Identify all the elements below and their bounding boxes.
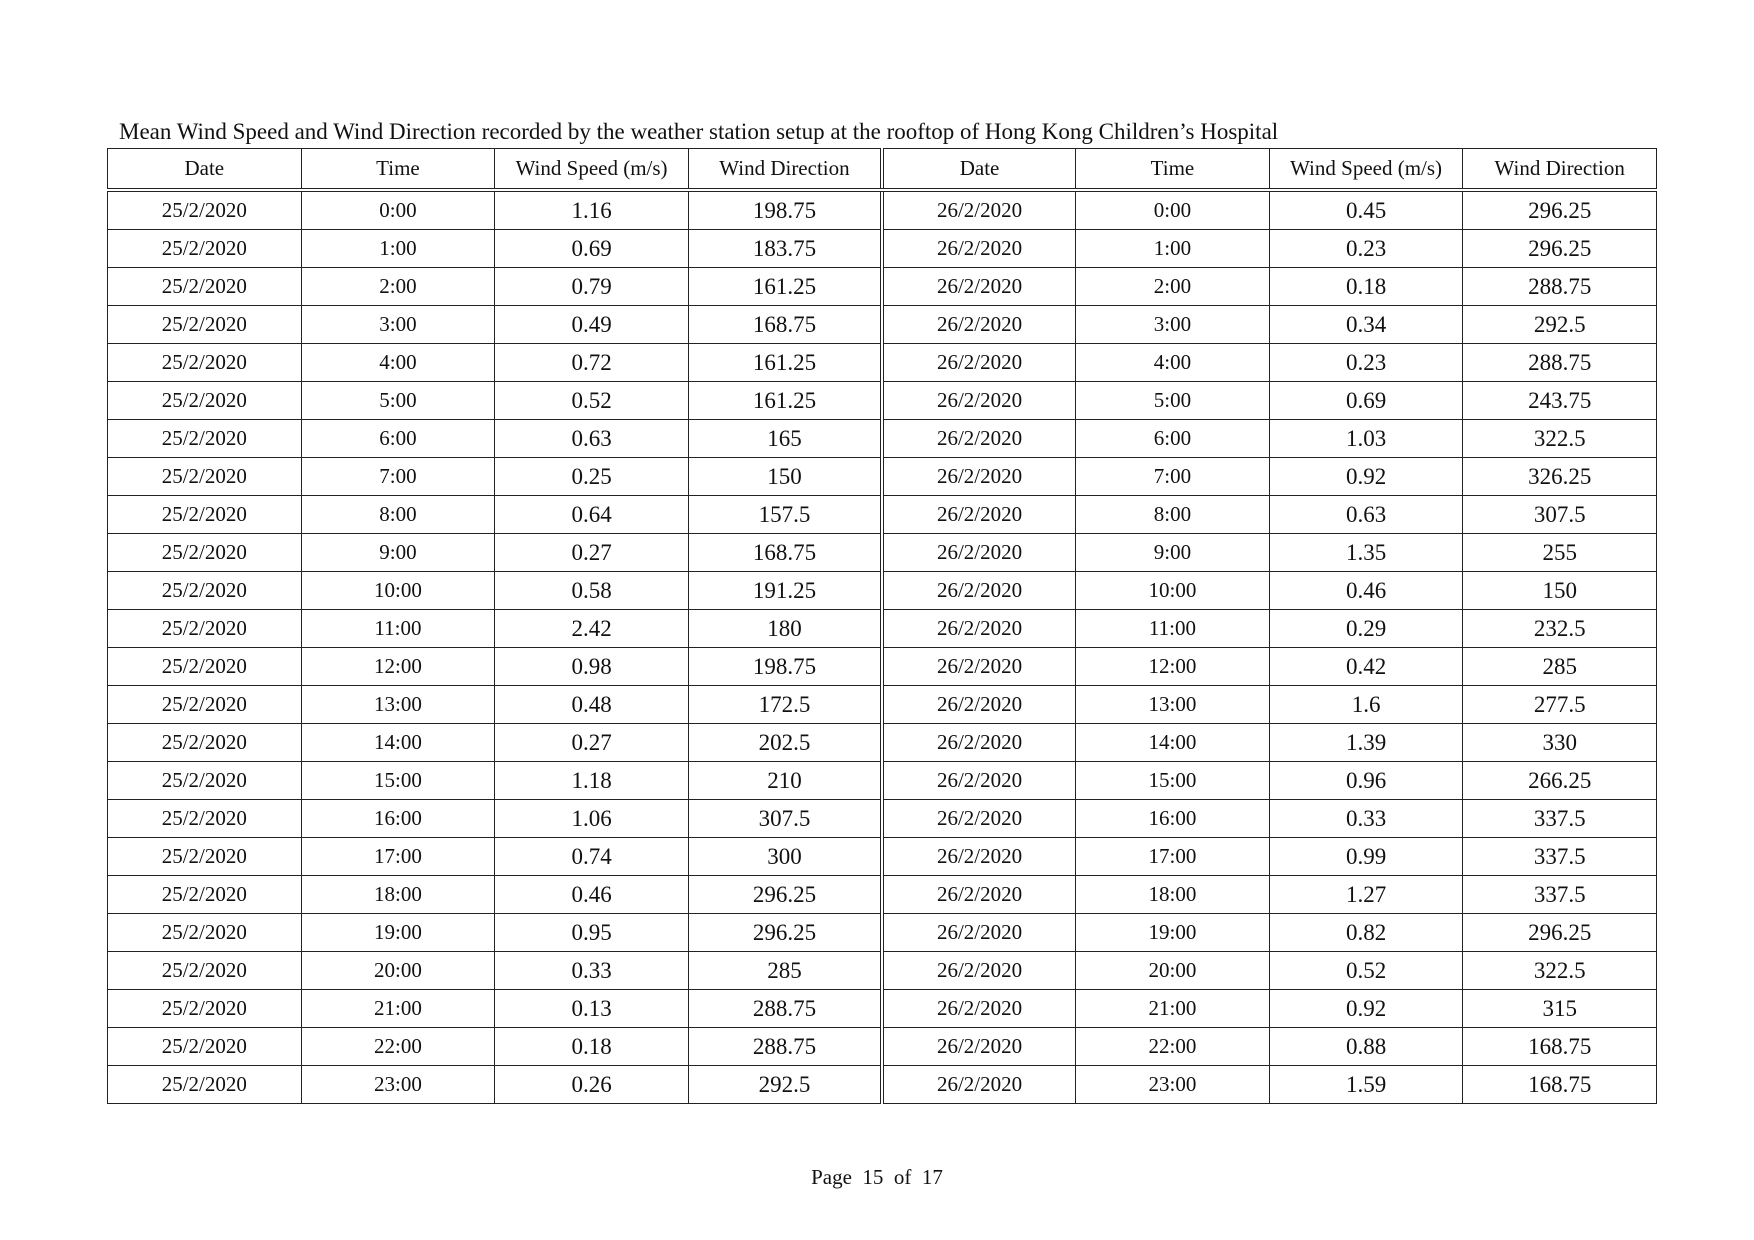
wind-speed-cell: 0.74 [495, 838, 689, 876]
date-cell: 25/2/2020 [108, 610, 302, 648]
wind-direction-cell: 296.25 [1463, 914, 1657, 952]
time-cell: 18:00 [1076, 876, 1270, 914]
time-cell: 12:00 [301, 648, 495, 686]
wind-direction-header: Wind Direction [688, 149, 882, 191]
wind-speed-cell: 0.52 [1269, 952, 1463, 990]
time-header: Time [1076, 149, 1270, 191]
table-row [108, 724, 1657, 762]
date-cell: 25/2/2020 [108, 686, 302, 724]
wind-direction-cell: 210 [688, 762, 882, 800]
table-row [108, 268, 1657, 306]
time-cell: 1:00 [1076, 230, 1270, 268]
wind-direction-cell: 168.75 [688, 306, 882, 344]
wind-speed-cell: 0.58 [495, 572, 689, 610]
wind-direction-cell: 337.5 [1463, 800, 1657, 838]
table-row [108, 344, 1657, 382]
time-cell: 16:00 [1076, 800, 1270, 838]
date-cell: 25/2/2020 [108, 952, 302, 990]
wind-direction-cell: 292.5 [1463, 306, 1657, 344]
time-cell: 18:00 [301, 876, 495, 914]
date-cell: 26/2/2020 [882, 952, 1076, 990]
date-cell: 25/2/2020 [108, 876, 302, 914]
time-cell: 7:00 [1076, 458, 1270, 496]
date-cell: 25/2/2020 [108, 572, 302, 610]
wind-speed-cell: 0.48 [495, 686, 689, 724]
wind-speed-cell: 0.26 [495, 1066, 689, 1104]
table-body [108, 190, 1657, 1104]
wind-speed-cell: 1.16 [495, 190, 689, 230]
wind-speed-cell: 0.45 [1269, 190, 1463, 230]
date-cell: 26/2/2020 [882, 610, 1076, 648]
time-cell: 14:00 [301, 724, 495, 762]
date-cell: 25/2/2020 [108, 190, 302, 230]
time-header: Time [301, 149, 495, 191]
table-row [108, 230, 1657, 268]
wind-direction-cell: 300 [688, 838, 882, 876]
wind-speed-cell: 0.63 [495, 420, 689, 458]
wind-direction-cell: 232.5 [1463, 610, 1657, 648]
date-cell: 25/2/2020 [108, 420, 302, 458]
wind-direction-cell: 157.5 [688, 496, 882, 534]
date-cell: 26/2/2020 [882, 876, 1076, 914]
date-cell: 26/2/2020 [882, 190, 1076, 230]
wind-speed-cell: 0.46 [1269, 572, 1463, 610]
date-cell: 26/2/2020 [882, 648, 1076, 686]
table-row [108, 572, 1657, 610]
date-cell: 26/2/2020 [882, 458, 1076, 496]
wind-direction-cell: 288.75 [688, 1028, 882, 1066]
wind-speed-cell: 0.33 [1269, 800, 1463, 838]
wind-direction-cell: 266.25 [1463, 762, 1657, 800]
date-cell: 25/2/2020 [108, 762, 302, 800]
wind-direction-cell: 191.25 [688, 572, 882, 610]
date-cell: 25/2/2020 [108, 534, 302, 572]
wind-direction-cell: 277.5 [1463, 686, 1657, 724]
date-header: Date [108, 149, 302, 191]
date-cell: 26/2/2020 [882, 496, 1076, 534]
wind-direction-cell: 183.75 [688, 230, 882, 268]
date-cell: 25/2/2020 [108, 914, 302, 952]
time-cell: 11:00 [1076, 610, 1270, 648]
wind-direction-cell: 330 [1463, 724, 1657, 762]
time-cell: 0:00 [1076, 190, 1270, 230]
table-row [108, 382, 1657, 420]
wind-speed-cell: 0.34 [1269, 306, 1463, 344]
date-cell: 25/2/2020 [108, 724, 302, 762]
date-cell: 26/2/2020 [882, 306, 1076, 344]
wind-direction-cell: 337.5 [1463, 876, 1657, 914]
wind-direction-cell: 285 [1463, 648, 1657, 686]
time-cell: 5:00 [301, 382, 495, 420]
date-cell: 25/2/2020 [108, 838, 302, 876]
wind-data-table [107, 148, 1657, 1104]
wind-speed-cell: 0.72 [495, 344, 689, 382]
wind-speed-cell: 0.27 [495, 724, 689, 762]
table-caption: Mean Wind Speed and Wind Direction recorded by the weather station setup at the rooftop of Hong Kong Children’s Hospital [119, 119, 1279, 144]
wind-speed-cell: 0.99 [1269, 838, 1463, 876]
date-cell: 26/2/2020 [882, 534, 1076, 572]
wind-speed-cell: 0.52 [495, 382, 689, 420]
date-cell: 25/2/2020 [108, 230, 302, 268]
wind-direction-cell: 150 [688, 458, 882, 496]
wind-speed-cell: 1.35 [1269, 534, 1463, 572]
wind-direction-cell: 322.5 [1463, 420, 1657, 458]
wind-direction-cell: 288.75 [1463, 268, 1657, 306]
wind-speed-cell: 0.18 [495, 1028, 689, 1066]
time-cell: 20:00 [1076, 952, 1270, 990]
date-cell: 26/2/2020 [882, 724, 1076, 762]
wind-speed-cell: 0.27 [495, 534, 689, 572]
wind-speed-cell: 0.79 [495, 268, 689, 306]
time-cell: 22:00 [1076, 1028, 1270, 1066]
wind-speed-cell: 0.92 [1269, 990, 1463, 1028]
wind-direction-cell: 165 [688, 420, 882, 458]
time-cell: 14:00 [1076, 724, 1270, 762]
wind-direction-cell: 307.5 [688, 800, 882, 838]
wind-speed-cell: 0.69 [1269, 382, 1463, 420]
wind-speed-cell: 0.64 [495, 496, 689, 534]
wind-speed-cell: 0.49 [495, 306, 689, 344]
wind-speed-cell: 1.6 [1269, 686, 1463, 724]
header-row [108, 149, 1657, 191]
date-cell: 26/2/2020 [882, 838, 1076, 876]
wind-speed-cell: 0.25 [495, 458, 689, 496]
time-cell: 4:00 [1076, 344, 1270, 382]
wind-speed-cell: 0.69 [495, 230, 689, 268]
wind-speed-header: Wind Speed (m/s) [1269, 149, 1463, 191]
table-row [108, 458, 1657, 496]
wind-speed-cell: 0.23 [1269, 230, 1463, 268]
time-cell: 4:00 [301, 344, 495, 382]
table-row [108, 534, 1657, 572]
time-cell: 23:00 [1076, 1066, 1270, 1104]
wind-direction-cell: 296.25 [688, 876, 882, 914]
time-cell: 19:00 [301, 914, 495, 952]
date-cell: 26/2/2020 [882, 1066, 1076, 1104]
time-cell: 12:00 [1076, 648, 1270, 686]
time-cell: 20:00 [301, 952, 495, 990]
date-cell: 25/2/2020 [108, 648, 302, 686]
time-cell: 2:00 [1076, 268, 1270, 306]
wind-speed-cell: 1.39 [1269, 724, 1463, 762]
wind-speed-cell: 0.95 [495, 914, 689, 952]
table-row [108, 1066, 1657, 1104]
time-cell: 23:00 [301, 1066, 495, 1104]
wind-direction-cell: 168.75 [1463, 1028, 1657, 1066]
wind-speed-cell: 0.46 [495, 876, 689, 914]
wind-direction-cell: 172.5 [688, 686, 882, 724]
date-cell: 25/2/2020 [108, 344, 302, 382]
table-row [108, 990, 1657, 1028]
time-cell: 7:00 [301, 458, 495, 496]
wind-speed-header: Wind Speed (m/s) [495, 149, 689, 191]
time-cell: 15:00 [1076, 762, 1270, 800]
date-cell: 25/2/2020 [108, 268, 302, 306]
wind-direction-cell: 326.25 [1463, 458, 1657, 496]
wind-speed-cell: 1.27 [1269, 876, 1463, 914]
time-cell: 10:00 [301, 572, 495, 610]
time-cell: 21:00 [301, 990, 495, 1028]
date-cell: 25/2/2020 [108, 458, 302, 496]
time-cell: 15:00 [301, 762, 495, 800]
date-cell: 26/2/2020 [882, 382, 1076, 420]
date-cell: 25/2/2020 [108, 306, 302, 344]
date-cell: 26/2/2020 [882, 268, 1076, 306]
wind-speed-cell: 0.88 [1269, 1028, 1463, 1066]
wind-speed-cell: 0.13 [495, 990, 689, 1028]
date-cell: 25/2/2020 [108, 1028, 302, 1066]
wind-direction-cell: 337.5 [1463, 838, 1657, 876]
wind-direction-cell: 292.5 [688, 1066, 882, 1104]
time-cell: 13:00 [301, 686, 495, 724]
wind-speed-cell: 1.03 [1269, 420, 1463, 458]
time-cell: 2:00 [301, 268, 495, 306]
page-number: Page 15 of 17 [811, 1165, 943, 1189]
wind-speed-cell: 0.18 [1269, 268, 1463, 306]
date-cell: 25/2/2020 [108, 496, 302, 534]
table-row [108, 686, 1657, 724]
wind-direction-cell: 161.25 [688, 268, 882, 306]
wind-direction-cell: 150 [1463, 572, 1657, 610]
time-cell: 0:00 [301, 190, 495, 230]
wind-speed-cell: 0.23 [1269, 344, 1463, 382]
date-cell: 26/2/2020 [882, 686, 1076, 724]
date-cell: 26/2/2020 [882, 762, 1076, 800]
time-cell: 11:00 [301, 610, 495, 648]
wind-speed-cell: 2.42 [495, 610, 689, 648]
wind-speed-cell: 0.98 [495, 648, 689, 686]
table-row [108, 610, 1657, 648]
table-row [108, 648, 1657, 686]
wind-speed-cell: 1.06 [495, 800, 689, 838]
date-cell: 25/2/2020 [108, 990, 302, 1028]
time-cell: 1:00 [301, 230, 495, 268]
wind-direction-cell: 161.25 [688, 344, 882, 382]
date-cell: 25/2/2020 [108, 1066, 302, 1104]
time-cell: 9:00 [1076, 534, 1270, 572]
wind-speed-cell: 0.92 [1269, 458, 1463, 496]
wind-speed-cell: 1.18 [495, 762, 689, 800]
time-cell: 19:00 [1076, 914, 1270, 952]
date-cell: 25/2/2020 [108, 382, 302, 420]
wind-direction-cell: 168.75 [688, 534, 882, 572]
table-row [108, 496, 1657, 534]
wind-direction-cell: 161.25 [688, 382, 882, 420]
date-header: Date [882, 149, 1076, 191]
time-cell: 3:00 [1076, 306, 1270, 344]
time-cell: 6:00 [1076, 420, 1270, 458]
date-cell: 26/2/2020 [882, 1028, 1076, 1066]
time-cell: 10:00 [1076, 572, 1270, 610]
time-cell: 16:00 [301, 800, 495, 838]
time-cell: 17:00 [1076, 838, 1270, 876]
time-cell: 17:00 [301, 838, 495, 876]
time-cell: 8:00 [1076, 496, 1270, 534]
wind-direction-cell: 307.5 [1463, 496, 1657, 534]
time-cell: 9:00 [301, 534, 495, 572]
time-cell: 5:00 [1076, 382, 1270, 420]
table-row [108, 838, 1657, 876]
table-row [108, 762, 1657, 800]
wind-direction-cell: 198.75 [688, 648, 882, 686]
date-cell: 26/2/2020 [882, 230, 1076, 268]
table-header [108, 149, 1657, 191]
time-cell: 21:00 [1076, 990, 1270, 1028]
wind-speed-cell: 0.96 [1269, 762, 1463, 800]
table-row [108, 914, 1657, 952]
date-cell: 26/2/2020 [882, 420, 1076, 458]
time-cell: 6:00 [301, 420, 495, 458]
table-row [108, 1028, 1657, 1066]
table-row [108, 876, 1657, 914]
wind-direction-cell: 202.5 [688, 724, 882, 762]
table-row [108, 800, 1657, 838]
table-row [108, 190, 1657, 230]
table-row [108, 952, 1657, 990]
wind-direction-cell: 288.75 [1463, 344, 1657, 382]
wind-speed-cell: 0.63 [1269, 496, 1463, 534]
wind-direction-cell: 315 [1463, 990, 1657, 1028]
wind-speed-cell: 0.33 [495, 952, 689, 990]
date-cell: 26/2/2020 [882, 990, 1076, 1028]
date-cell: 26/2/2020 [882, 344, 1076, 382]
wind-direction-cell: 198.75 [688, 190, 882, 230]
time-cell: 13:00 [1076, 686, 1270, 724]
date-cell: 26/2/2020 [882, 914, 1076, 952]
wind-direction-cell: 255 [1463, 534, 1657, 572]
wind-speed-cell: 0.42 [1269, 648, 1463, 686]
wind-direction-cell: 168.75 [1463, 1066, 1657, 1104]
table-row [108, 420, 1657, 458]
wind-direction-header: Wind Direction [1463, 149, 1657, 191]
wind-speed-cell: 1.59 [1269, 1066, 1463, 1104]
date-cell: 26/2/2020 [882, 800, 1076, 838]
wind-speed-cell: 0.29 [1269, 610, 1463, 648]
wind-direction-cell: 296.25 [1463, 190, 1657, 230]
date-cell: 26/2/2020 [882, 572, 1076, 610]
date-cell: 25/2/2020 [108, 800, 302, 838]
time-cell: 3:00 [301, 306, 495, 344]
table-row [108, 306, 1657, 344]
wind-direction-cell: 322.5 [1463, 952, 1657, 990]
wind-direction-cell: 243.75 [1463, 382, 1657, 420]
wind-direction-cell: 180 [688, 610, 882, 648]
wind-speed-cell: 0.82 [1269, 914, 1463, 952]
time-cell: 22:00 [301, 1028, 495, 1066]
wind-direction-cell: 296.25 [688, 914, 882, 952]
wind-direction-cell: 285 [688, 952, 882, 990]
time-cell: 8:00 [301, 496, 495, 534]
wind-direction-cell: 288.75 [688, 990, 882, 1028]
wind-direction-cell: 296.25 [1463, 230, 1657, 268]
